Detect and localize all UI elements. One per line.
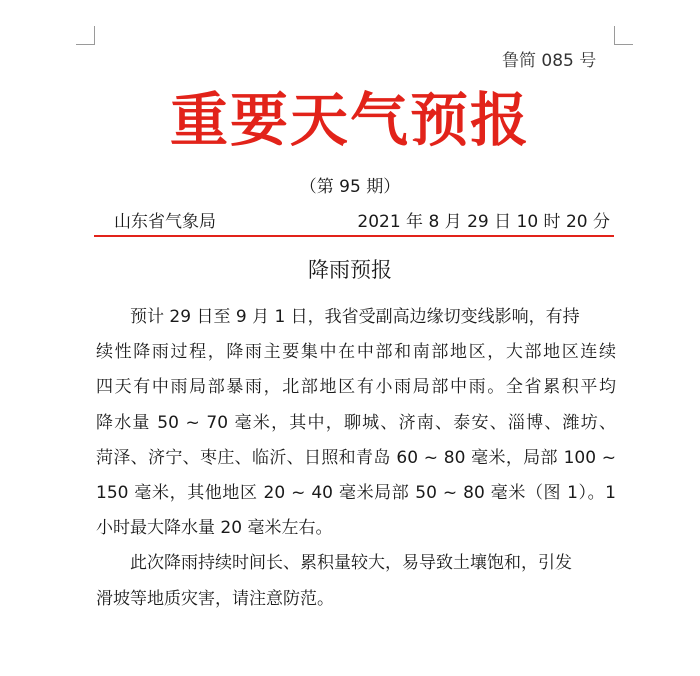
paragraph-line: 150 毫米，其他地区 20 ~ 40 毫米局部 50 ~ 80 毫米（图 1）。1	[96, 483, 616, 504]
paragraph-line: 小时最大降水量 20 毫米左右。	[96, 518, 333, 539]
paragraph-line: 预计 29 日至 9 月 1 日，我省受副高边缘切变线影响，有持	[130, 307, 580, 327]
paragraph-line: 菏泽、济宁、枣庄、临沂、日照和青岛 60 ~ 80 毫米，局部 100 ~	[96, 447, 616, 468]
paragraph-line: 续性降雨过程，降雨主要集中在中部和南部地区，大部地区连续	[96, 342, 616, 363]
section-title: 降雨预报	[308, 258, 392, 282]
paragraph-line: 滑坡等地质灾害，请注意防范。	[96, 588, 334, 609]
issuer-name: 山东省气象局	[114, 212, 216, 232]
paragraph	[96, 546, 616, 616]
paragraph-line: 此次降雨持续时间长、累积量较大，易导致土壤饱和，引发	[130, 553, 572, 574]
paragraph-line: 四天有中雨局部暴雨，北部地区有小雨局部中雨。全省累积平均	[96, 377, 616, 398]
paragraph	[96, 300, 616, 546]
issue-number: （第 95 期）	[299, 177, 401, 197]
forecast-body	[96, 300, 616, 617]
header-divider	[94, 235, 614, 237]
paragraph-line: 降水量 50 ~ 70 毫米，其中，聊城、济南、泰安、淄博、潍坊、	[96, 412, 616, 433]
document-number: 鲁简 085 号	[502, 51, 597, 71]
issue-datetime: 2021 年 8 月 29 日 10 时 20 分	[357, 212, 610, 232]
page-corner-mark-left	[76, 26, 95, 45]
document-title: 重要天气预报	[169, 86, 530, 154]
page-corner-mark-right	[614, 26, 633, 45]
